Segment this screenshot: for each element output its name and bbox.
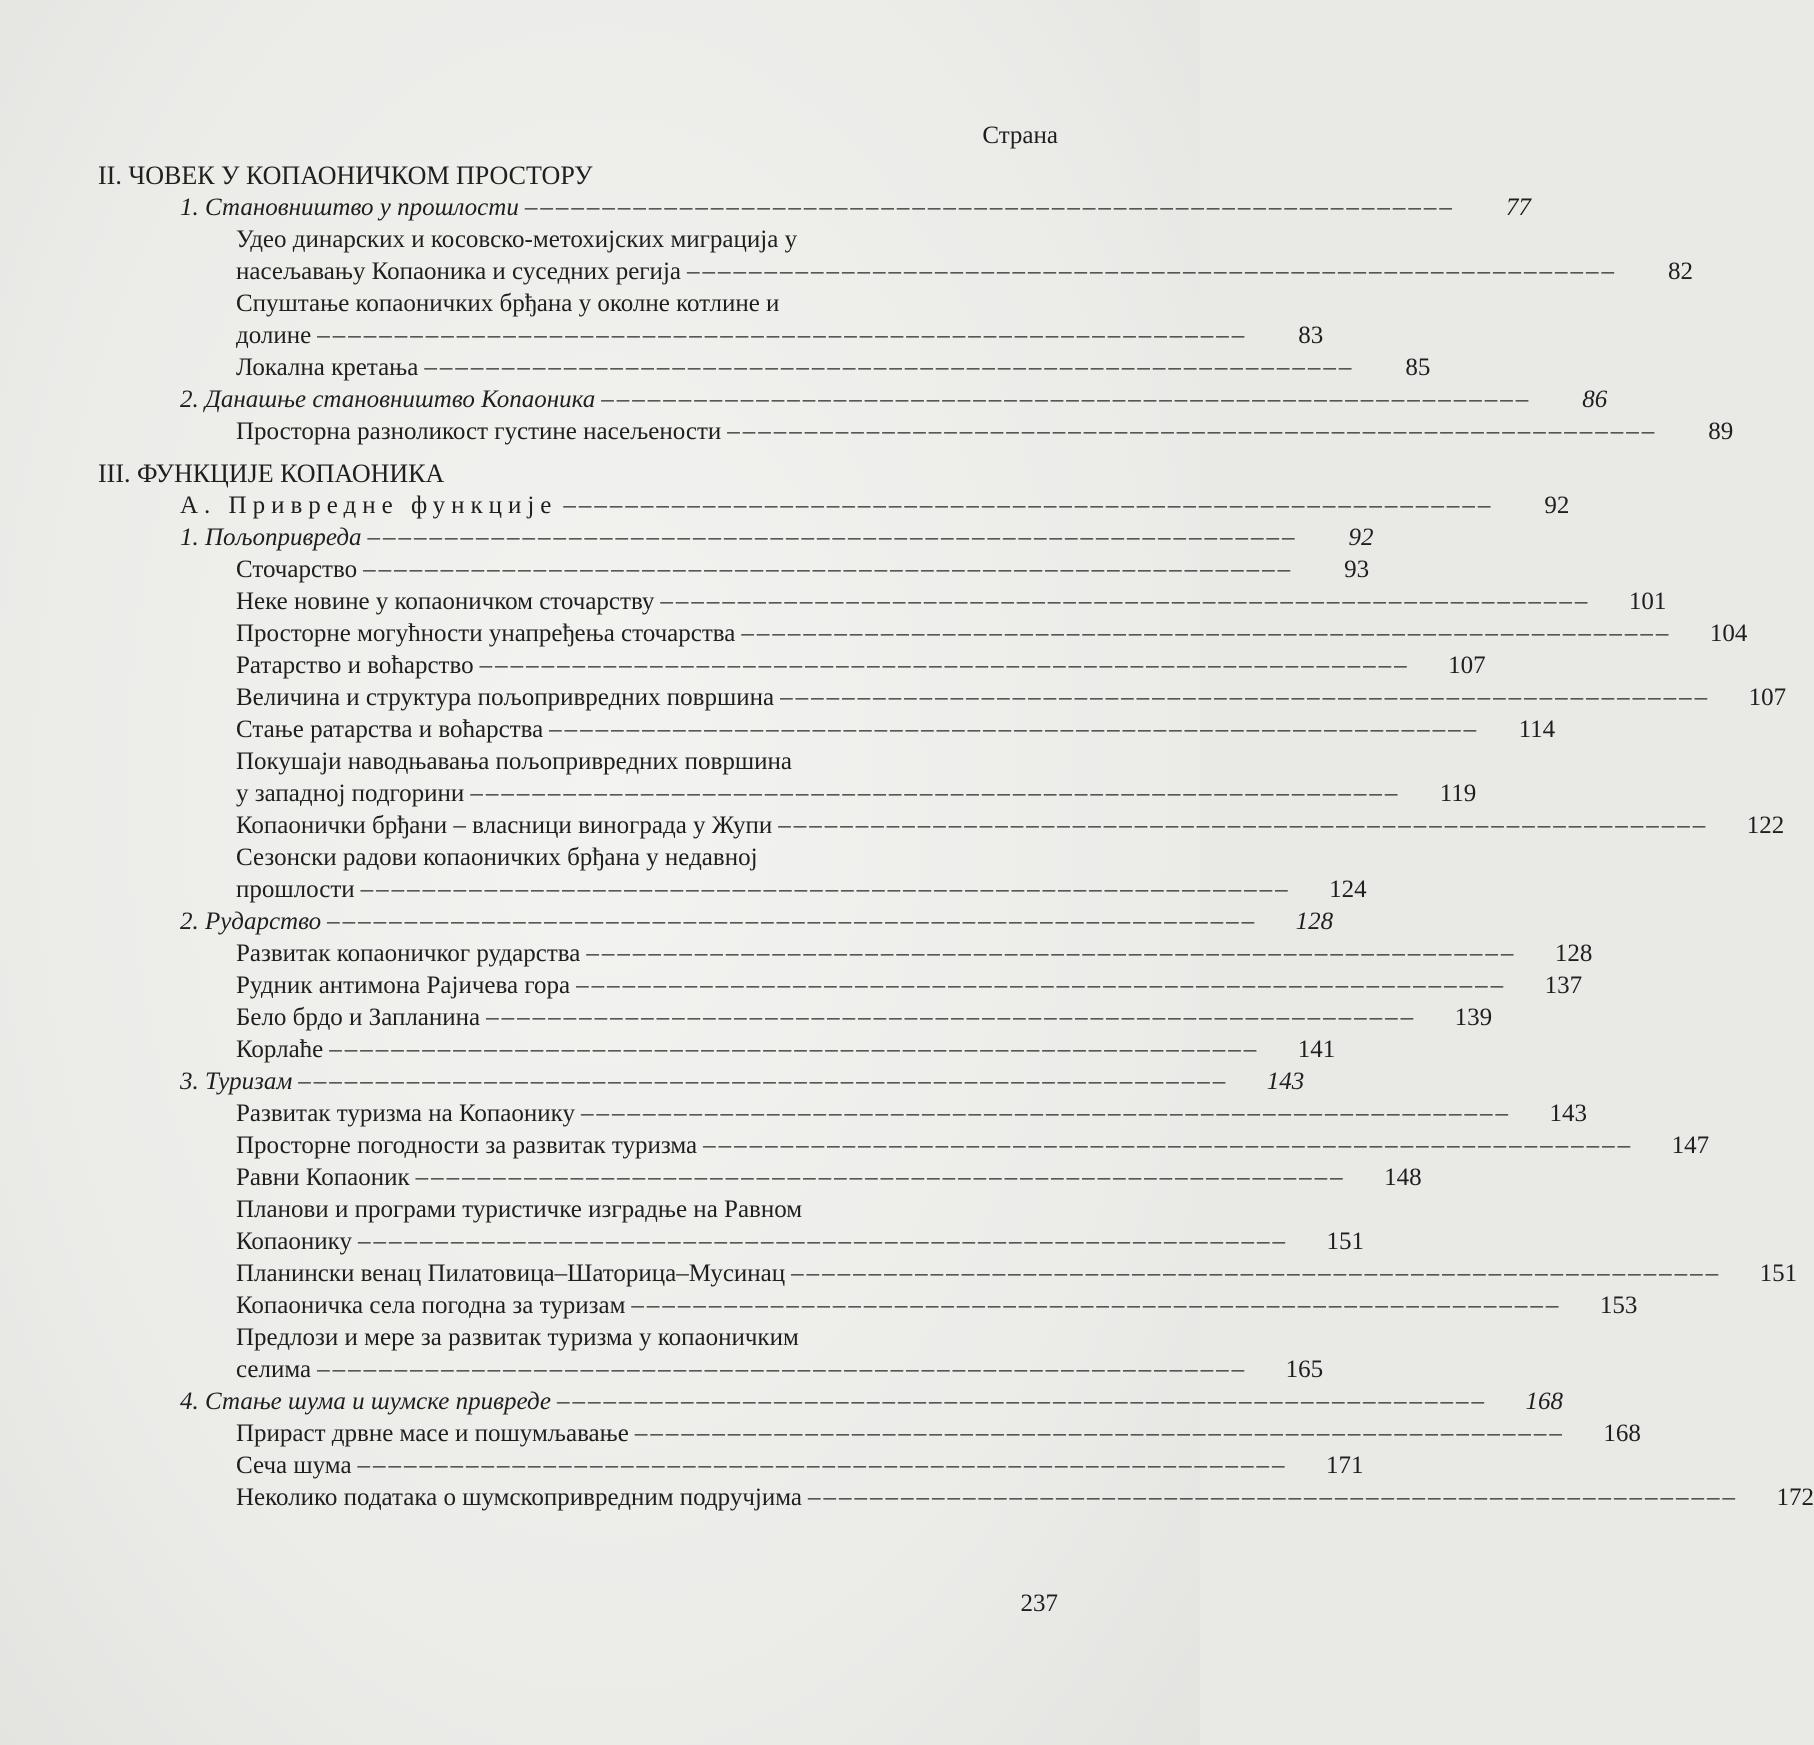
toc-page-number: 147 bbox=[1671, 1132, 1710, 1159]
toc-entry bbox=[98, 842, 1058, 874]
toc-entry-title: 1. Становништво у прошлости bbox=[180, 194, 519, 221]
toc-entry-title: Копаоничка села погодна за туризам bbox=[236, 1292, 626, 1319]
toc-chapter-entry bbox=[98, 1386, 1564, 1418]
toc-page-number: 151 bbox=[1759, 1260, 1798, 1287]
dot-leader bbox=[424, 352, 1354, 384]
dot-leader bbox=[480, 650, 1410, 682]
toc-chapter-entry bbox=[98, 384, 1608, 416]
toc-page-number: 128 bbox=[1554, 940, 1593, 967]
toc-entry bbox=[98, 1290, 1638, 1322]
toc-section-heading bbox=[98, 490, 1570, 522]
toc-page-number: 83 bbox=[1298, 322, 1324, 349]
toc-entry bbox=[98, 1002, 1493, 1034]
dot-leader bbox=[563, 490, 1493, 522]
toc-entry bbox=[98, 1354, 1324, 1386]
section-gap bbox=[98, 448, 1058, 458]
toc-entry-title: 4. Стање шума и шумске привреде bbox=[180, 1388, 552, 1415]
toc-entry-title: Копаонички брђани – власници винограда у Жупи bbox=[236, 812, 773, 839]
dot-leader bbox=[317, 320, 1247, 352]
toc-entry-title: II. ЧОВЕК У КОПАОНИЧКОМ ПРОСТОРУ bbox=[98, 161, 593, 190]
toc-entry-title: Развитак копаоничког рударства bbox=[236, 940, 581, 967]
toc-entry-title: Прираст дрвне масе и пошумљавање bbox=[236, 1420, 629, 1447]
dot-leader bbox=[368, 522, 1298, 554]
toc-page-number: 143 bbox=[1549, 1100, 1587, 1127]
toc-entry bbox=[98, 714, 1556, 746]
dot-leader bbox=[329, 1034, 1259, 1066]
dot-leader bbox=[416, 1162, 1346, 1194]
dot-leader bbox=[791, 1258, 1721, 1290]
toc-entry bbox=[98, 1034, 1336, 1066]
toc-entry-title: Корлаће bbox=[236, 1036, 324, 1063]
toc-entry-title: Покушаји наводњавања пољопривредних површина bbox=[236, 748, 792, 775]
toc-page-number: 104 bbox=[1709, 620, 1748, 647]
toc-entry bbox=[98, 1322, 1058, 1354]
toc-entry-title: Величина и структура пољопривредних површина bbox=[236, 684, 775, 711]
dot-leader bbox=[470, 778, 1400, 810]
toc-entry bbox=[98, 1450, 1364, 1482]
toc-entry bbox=[98, 618, 1748, 650]
toc-entry bbox=[98, 416, 1734, 448]
dot-leader bbox=[363, 554, 1293, 586]
toc-entry bbox=[98, 970, 1583, 1002]
dot-leader bbox=[358, 1226, 1288, 1258]
toc-entry-title: Сезонски радови копаоничких брђана у недавној bbox=[236, 844, 758, 871]
toc-entry-title: Развитак туризма на Копаонику bbox=[236, 1100, 575, 1127]
toc-entry-title: Сеча шума bbox=[236, 1452, 352, 1479]
toc-page-number: 128 bbox=[1295, 908, 1334, 935]
toc-page-number: 141 bbox=[1297, 1036, 1336, 1063]
dot-leader bbox=[778, 810, 1708, 842]
toc-page-number: 114 bbox=[1518, 716, 1556, 743]
dot-leader bbox=[576, 970, 1506, 1002]
toc-entry-title: Копаонику bbox=[236, 1228, 352, 1255]
toc-page-number: 153 bbox=[1599, 1292, 1638, 1319]
toc-entry bbox=[98, 554, 1370, 586]
dot-leader bbox=[358, 1450, 1288, 1482]
toc-page-number: 151 bbox=[1326, 1228, 1364, 1255]
dot-leader bbox=[780, 682, 1710, 714]
toc-entry-title: Просторне могућности унапређења сточарства bbox=[236, 620, 736, 647]
toc-page-number: 92 bbox=[1348, 524, 1374, 551]
toc-entry bbox=[98, 352, 1431, 384]
toc-entry bbox=[98, 874, 1367, 906]
toc-page-number: 165 bbox=[1285, 1356, 1324, 1383]
toc-entry bbox=[98, 1482, 1814, 1514]
dot-leader bbox=[581, 1098, 1511, 1130]
toc-entry-title: Спуштање копаоничких брђана у околне котлине и bbox=[236, 290, 780, 317]
dot-leader bbox=[586, 938, 1516, 970]
toc-entry-title: селима bbox=[236, 1356, 312, 1383]
toc-page-number: 124 bbox=[1329, 876, 1367, 903]
dot-leader bbox=[808, 1482, 1738, 1514]
toc-entry-title: долине bbox=[236, 322, 312, 349]
toc-page-number: 107 bbox=[1748, 684, 1787, 711]
toc-entry bbox=[98, 1418, 1641, 1450]
toc-entry-title: III. ФУНКЦИЈЕ КОПАОНИКА bbox=[98, 459, 445, 488]
toc-entry-title: 2. Данашње становништво Копаоника bbox=[180, 386, 596, 413]
toc-entry-title: прошлости bbox=[236, 876, 355, 903]
toc-page-number: 107 bbox=[1448, 652, 1486, 679]
toc-page-number: 137 bbox=[1544, 972, 1583, 999]
toc-entry bbox=[98, 1098, 1587, 1130]
dot-leader bbox=[631, 1290, 1561, 1322]
toc-page-number: 143 bbox=[1266, 1068, 1305, 1095]
toc-page-number: 101 bbox=[1628, 588, 1667, 615]
toc-entry-title: Удео динарских и косовско-метохијских миграција у bbox=[236, 226, 798, 253]
toc-entry-title: Ратарство и воћарство bbox=[236, 652, 474, 679]
toc-chapter-entry bbox=[98, 192, 1531, 224]
toc-entry-title: 1. Пољопривреда bbox=[180, 524, 362, 551]
toc-entry-title: А. Привредне функције bbox=[180, 492, 558, 519]
toc-entry-title: Планински венац Пилатовица–Шаторица–Мусинац bbox=[236, 1260, 786, 1287]
toc-entry bbox=[98, 938, 1593, 970]
toc-entry-title: Неке новине у копаоничком сточарству bbox=[236, 588, 655, 615]
toc-part-heading bbox=[98, 160, 1058, 192]
toc-page-number: 171 bbox=[1326, 1452, 1364, 1479]
toc-entry bbox=[98, 1162, 1422, 1194]
toc-entry bbox=[98, 746, 1058, 778]
toc-entry bbox=[98, 586, 1667, 618]
dot-leader bbox=[525, 192, 1455, 224]
toc-entry bbox=[98, 1194, 1058, 1226]
toc-page-number: 93 bbox=[1344, 556, 1370, 583]
toc-entry-title: Бело брдо и Запланина bbox=[236, 1004, 481, 1031]
toc-entry-title: Сточарство bbox=[236, 556, 358, 583]
toc-entry bbox=[98, 1226, 1364, 1258]
dot-leader bbox=[687, 256, 1617, 288]
table-of-contents bbox=[98, 160, 1814, 1514]
dot-leader bbox=[727, 416, 1657, 448]
toc-entry bbox=[98, 224, 1058, 256]
toc-chapter-entry bbox=[98, 1066, 1305, 1098]
toc-entry-title: Равни Копаоник bbox=[236, 1164, 410, 1191]
dot-leader bbox=[317, 1354, 1247, 1386]
toc-page-number: 172 bbox=[1776, 1484, 1814, 1511]
toc-entry bbox=[98, 288, 1058, 320]
toc-entry bbox=[98, 256, 1693, 288]
toc-page-number: 148 bbox=[1384, 1164, 1422, 1191]
toc-entry bbox=[98, 778, 1477, 810]
toc-chapter-entry bbox=[98, 906, 1334, 938]
toc-page-number: 92 bbox=[1544, 492, 1570, 519]
toc-entry-title: у западној подгорини bbox=[236, 780, 465, 807]
page-column-header: Страна bbox=[982, 122, 1058, 149]
toc-page-number: 77 bbox=[1505, 194, 1531, 221]
toc-entry-title: Планови и програми туристичке изградње на Равном bbox=[236, 1196, 803, 1223]
toc-entry-title: Просторна разноликост густине насељености bbox=[236, 418, 722, 445]
toc-page-number: 168 bbox=[1603, 1420, 1641, 1447]
toc-page-number: 89 bbox=[1708, 418, 1734, 445]
toc-page-number: 122 bbox=[1746, 812, 1785, 839]
toc-entry bbox=[98, 682, 1787, 714]
toc-entry-title: Рудник антимона Рајичева гора bbox=[236, 972, 571, 999]
toc-entry-title: Стање ратарства и воћарства bbox=[236, 716, 544, 743]
dot-leader bbox=[486, 1002, 1416, 1034]
toc-entry-title: Локална кретања bbox=[236, 354, 419, 381]
dot-leader bbox=[660, 586, 1590, 618]
toc-entry-title: насељавању Копаоника и суседних регија bbox=[236, 258, 681, 285]
dot-leader bbox=[549, 714, 1479, 746]
toc-entry-title: Неколико података о шумскопривредним подручјима bbox=[236, 1484, 802, 1511]
toc-entry bbox=[98, 810, 1785, 842]
toc-entry bbox=[98, 1130, 1710, 1162]
dot-leader bbox=[298, 1066, 1228, 1098]
dot-leader bbox=[361, 874, 1291, 906]
toc-page-number: 168 bbox=[1525, 1388, 1564, 1415]
dot-leader bbox=[635, 1418, 1565, 1450]
toc-entry-title: 2. Рударство bbox=[180, 908, 322, 935]
dot-leader bbox=[703, 1130, 1633, 1162]
toc-page-number: 82 bbox=[1667, 258, 1693, 285]
toc-entry bbox=[98, 1258, 1798, 1290]
toc-chapter-entry bbox=[98, 522, 1374, 554]
dot-leader bbox=[557, 1386, 1487, 1418]
toc-page-number: 119 bbox=[1439, 780, 1477, 807]
dot-leader bbox=[601, 384, 1531, 416]
dot-leader bbox=[327, 906, 1257, 938]
toc-entry bbox=[98, 320, 1324, 352]
toc-entry-title: Просторне погодности за развитак туризма bbox=[236, 1132, 698, 1159]
toc-page-number: 86 bbox=[1582, 386, 1608, 413]
toc-entry-title: 3. Туризам bbox=[180, 1068, 293, 1095]
toc-page-number: 139 bbox=[1454, 1004, 1493, 1031]
footer-page-number: 237 bbox=[1020, 1590, 1058, 1617]
toc-part-heading bbox=[98, 458, 1058, 490]
toc-entry-title: Предлози и мере за развитак туризма у копаоничким bbox=[236, 1324, 799, 1351]
toc-page-number: 85 bbox=[1405, 354, 1431, 381]
dot-leader bbox=[741, 618, 1671, 650]
toc-entry bbox=[98, 650, 1486, 682]
